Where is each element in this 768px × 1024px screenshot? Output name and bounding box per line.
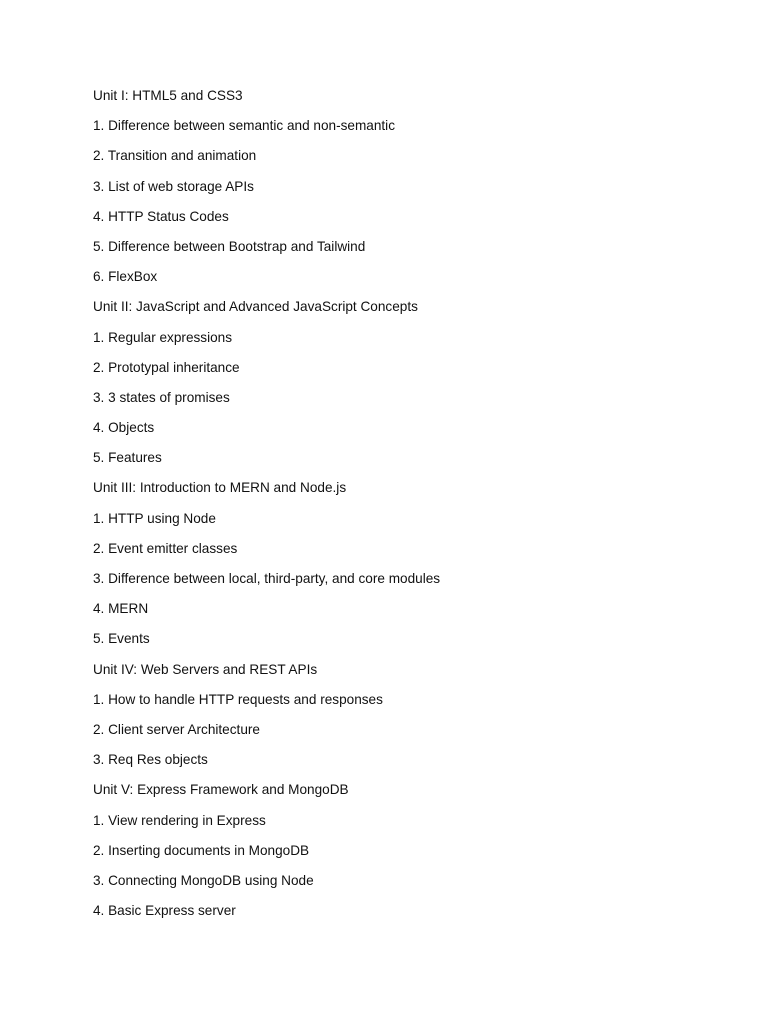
list-item: 4. Basic Express server <box>93 903 236 919</box>
list-item: 1. Regular expressions <box>93 329 233 345</box>
list-item: 3. List of web storage APIs <box>93 178 254 194</box>
unit-heading: Unit IV: Web Servers and REST APIs <box>93 661 318 677</box>
list-item: 2. Prototypal inheritance <box>93 359 240 375</box>
list-item: 1. How to handle HTTP requests and responses <box>93 691 383 707</box>
list-item: 4. MERN <box>93 601 149 617</box>
list-item: 2. Event emitter classes <box>93 540 238 556</box>
list-item: 4. Objects <box>93 420 155 436</box>
list-item: 3. 3 states of promises <box>93 389 230 405</box>
unit-heading: Unit II: JavaScript and Advanced JavaScript Concepts <box>93 299 418 315</box>
list-item: 1. HTTP using Node <box>93 510 216 526</box>
list-item: 2. Client server Architecture <box>93 721 260 737</box>
list-item: 1. View rendering in Express <box>93 812 266 828</box>
list-item: 5. Difference between Bootstrap and Tailwind <box>93 238 366 254</box>
list-item: 3. Connecting MongoDB using Node <box>93 872 314 888</box>
list-item: 1. Difference between semantic and non-semantic <box>93 118 396 134</box>
document-body <box>93 87 713 932</box>
unit-heading: Unit V: Express Framework and MongoDB <box>93 782 349 798</box>
list-item: 5. Events <box>93 631 150 647</box>
unit-heading: Unit I: HTML5 and CSS3 <box>93 88 243 103</box>
list-item: 2. Transition and animation <box>93 148 257 164</box>
list-item: 4. HTTP Status Codes <box>93 208 229 224</box>
list-item: 6. FlexBox <box>93 269 158 285</box>
unit-heading: Unit III: Introduction to MERN and Node.js <box>93 480 347 496</box>
list-item: 2. Inserting documents in MongoDB <box>93 842 310 858</box>
list-item: 5. Features <box>93 450 162 466</box>
list-item: 3. Difference between local, third-party, and core modules <box>93 571 441 586</box>
list-item: 3. Req Res objects <box>93 752 208 768</box>
